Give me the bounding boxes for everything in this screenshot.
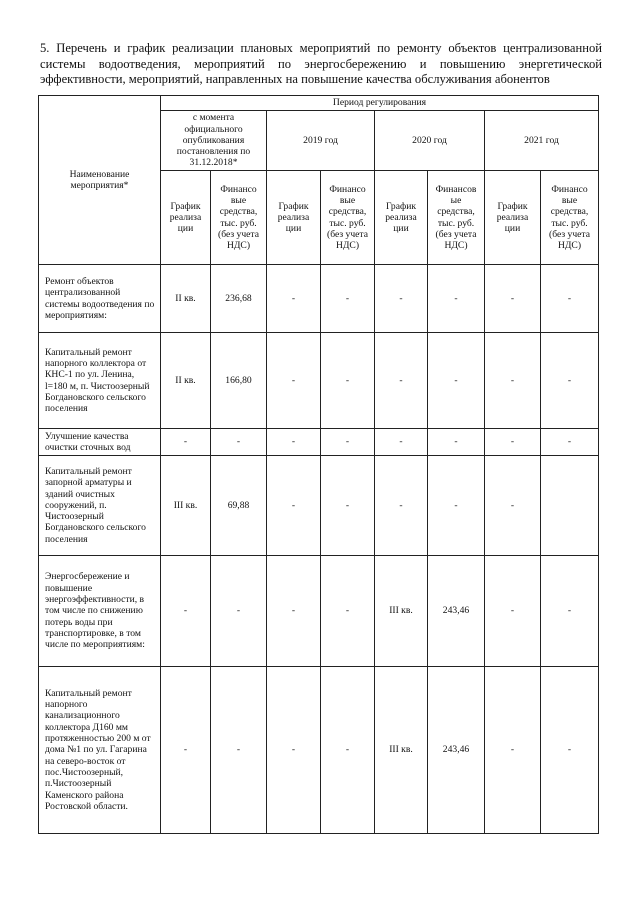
table-cell: - xyxy=(321,265,375,333)
table-cell: II кв. xyxy=(161,333,211,429)
table-cell: - xyxy=(267,333,321,429)
table-cell: - xyxy=(267,429,321,456)
schedule-header: График реализа ции xyxy=(485,171,541,265)
table-cell: - xyxy=(485,456,541,556)
table-cell: - xyxy=(267,265,321,333)
table-cell: - xyxy=(161,667,211,834)
table-cell: - xyxy=(485,429,541,456)
table-row xyxy=(39,429,599,456)
table-cell: - xyxy=(211,667,267,834)
table-cell: - xyxy=(485,667,541,834)
row-name: Улучшение качества очистки сточных вод xyxy=(39,429,161,456)
table-cell: III кв. xyxy=(375,667,428,834)
table-cell: 236,68 xyxy=(211,265,267,333)
row-name: Энергосбережение и повышение энергоэффективности, в том числе по снижению потерь воды при транспортировке, в том числе по мероприятиям: xyxy=(39,556,161,667)
table-cell: - xyxy=(485,333,541,429)
row-name: Капитальный ремонт напорного канализационного коллектора Д160 мм протяженностью 200 м от дома №1 по ул. Гагарина на северо-восток от пос.Чистоозерный, п.Чистоозерный Каменского района Ростовской области. xyxy=(39,667,161,834)
table-cell: 243,46 xyxy=(428,556,485,667)
table-cell xyxy=(541,456,599,556)
table-cell: 243,46 xyxy=(428,667,485,834)
table-cell: - xyxy=(375,429,428,456)
table-cell: - xyxy=(161,429,211,456)
column-header-name: Наименование мероприятия* xyxy=(39,96,161,265)
schedule-header: График реализа ции xyxy=(267,171,321,265)
table-cell: - xyxy=(375,333,428,429)
finance-header: Финансо вые средства, тыс. руб. (без учета НДС) xyxy=(321,171,375,265)
table-cell: - xyxy=(161,556,211,667)
table-row xyxy=(39,556,599,667)
period-header-initial: с момента официального опубликования постановления по 31.12.2018* xyxy=(161,111,267,171)
finance-header: Финансо вые средства, тыс. руб. (без учета НДС) xyxy=(541,171,599,265)
table-cell: - xyxy=(321,556,375,667)
table-cell: - xyxy=(541,556,599,667)
table-cell: - xyxy=(211,556,267,667)
table-cell: III кв. xyxy=(375,556,428,667)
row-name: Капитальный ремонт напорного коллектора от КНС-1 по ул. Ленина, l=180 м, п. Чистоозерный Богдановского сельского поселения xyxy=(39,333,161,429)
table-cell: - xyxy=(428,456,485,556)
row-name: Капитальный ремонт запорной арматуры и зданий очистных сооружений, п. Чистоозерный Богдановского сельского поселения xyxy=(39,456,161,556)
table-cell: - xyxy=(485,556,541,667)
period-header-2021: 2021 год xyxy=(485,111,599,171)
table-cell: - xyxy=(211,429,267,456)
table-cell: - xyxy=(485,265,541,333)
section-heading: 5. Перечень и график реализации плановых мероприятий по ремонту объектов централизованной системы водоотведения, мероприятий по энергосбережению и повышению энергетической эффективности, мероприятий, направленных на повышение качества обслуживания абонентов xyxy=(40,41,602,86)
table-cell: - xyxy=(428,265,485,333)
period-header: Период регулирования xyxy=(161,96,599,111)
table-row xyxy=(39,667,599,834)
table-cell: III кв. xyxy=(161,456,211,556)
table-cell: - xyxy=(267,667,321,834)
period-header-2020: 2020 год xyxy=(375,111,485,171)
table-cell: II кв. xyxy=(161,265,211,333)
table-cell: - xyxy=(375,456,428,556)
finance-header: Финансо вые средства, тыс. руб. (без учета НДС) xyxy=(211,171,267,265)
table-row xyxy=(39,456,599,556)
table-cell: - xyxy=(267,456,321,556)
plan-table xyxy=(38,95,599,834)
row-name: Ремонт объектов централизованной системы водоотведения по мероприятиям: xyxy=(39,265,161,333)
table-row xyxy=(39,333,599,429)
table-cell: - xyxy=(321,456,375,556)
schedule-header: График реализа ции xyxy=(375,171,428,265)
table-cell: - xyxy=(541,667,599,834)
table-cell: - xyxy=(375,265,428,333)
schedule-header: График реализа ции xyxy=(161,171,211,265)
table-cell: 166,80 xyxy=(211,333,267,429)
table-cell: - xyxy=(321,429,375,456)
table-cell: - xyxy=(428,333,485,429)
period-header-2019: 2019 год xyxy=(267,111,375,171)
table-cell: - xyxy=(428,429,485,456)
table-cell: - xyxy=(321,333,375,429)
table-cell: - xyxy=(541,333,599,429)
table-cell: 69,88 xyxy=(211,456,267,556)
table-cell: - xyxy=(541,429,599,456)
table-row xyxy=(39,265,599,333)
finance-header: Финансов ые средства, тыс. руб. (без учета НДС) xyxy=(428,171,485,265)
table-cell: - xyxy=(321,667,375,834)
table-cell: - xyxy=(267,556,321,667)
table-cell: - xyxy=(541,265,599,333)
